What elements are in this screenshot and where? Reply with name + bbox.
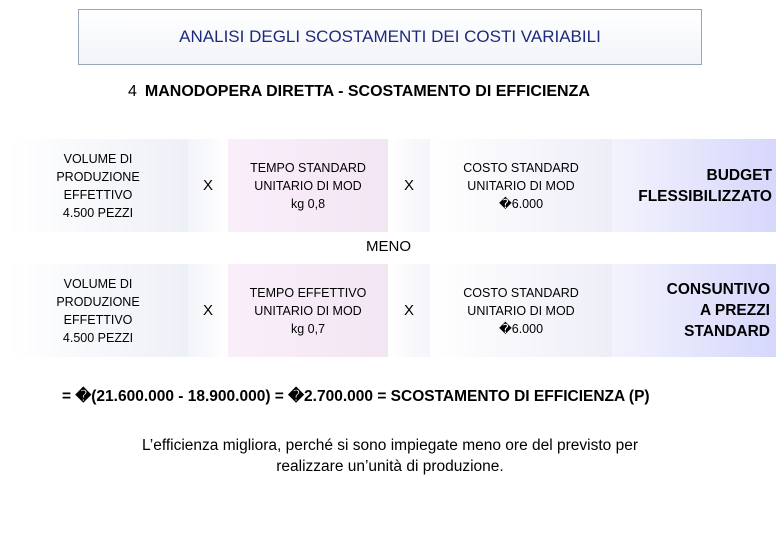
result-line: CONSUNTIVO [666, 281, 770, 298]
costo-line: COSTO STANDARD [463, 160, 579, 175]
volume-line: VOLUME DI [63, 276, 133, 291]
multiply-sign [188, 264, 228, 357]
multiply-sign [388, 264, 430, 357]
costo-line: �6.000 [498, 321, 544, 336]
tempo-line: UNITARIO DI MOD [254, 178, 362, 193]
costo-cell [430, 264, 612, 357]
tempo-line: UNITARIO DI MOD [254, 303, 362, 318]
multiply-text: X [403, 301, 414, 319]
title-box [78, 9, 702, 65]
conclusion-line: L’efficienza migliora, perché si sono impiegate meno ore del previsto per [142, 437, 638, 454]
result-cell [612, 264, 776, 357]
result-line: BUDGET [706, 166, 772, 184]
tempo-cell [228, 264, 388, 357]
budget-row [8, 139, 776, 232]
subtitle-text: MANODOPERA DIRETTA - SCOSTAMENTO DI EFFICIENZA [144, 83, 590, 100]
multiply-sign [188, 139, 228, 232]
conclusion-line: realizzare un’unità di produzione. [276, 458, 504, 475]
tempo-line: kg 0,7 [290, 321, 326, 336]
result-line: STANDARD [684, 323, 770, 340]
meno-label: MENO [366, 238, 411, 255]
costo-line: COSTO STANDARD [463, 285, 579, 300]
costo-line: UNITARIO DI MOD [467, 303, 575, 318]
volume-line: PRODUZIONE [56, 169, 140, 184]
volume-line: PRODUZIONE [56, 294, 140, 309]
volume-line: 4.500 PEZZI [62, 330, 134, 345]
volume-line: EFFETTIVO [63, 187, 133, 202]
page-title: ANALISI DEGLI SCOSTAMENTI DEI COSTI VARIABILI [179, 27, 601, 46]
result-line: A PREZZI [699, 302, 770, 319]
consuntivo-row [8, 264, 776, 357]
conclusion-text [90, 435, 690, 477]
volume-line: EFFETTIVO [63, 312, 133, 327]
volume-cell [8, 139, 188, 232]
volume-cell [8, 264, 188, 357]
multiply-text: X [202, 176, 213, 194]
tempo-line: TEMPO STANDARD [250, 160, 366, 175]
section-subtitle [128, 83, 590, 101]
tempo-line: TEMPO EFFETTIVO [249, 285, 367, 300]
costo-line: UNITARIO DI MOD [467, 178, 575, 193]
bullet-4-icon: 4 [128, 83, 137, 100]
multiply-text: X [202, 301, 213, 319]
volume-line: VOLUME DI [63, 151, 133, 166]
result-cell [612, 139, 776, 232]
tempo-cell [228, 139, 388, 232]
tempo-line: kg 0,8 [290, 196, 326, 211]
volume-line: 4.500 PEZZI [62, 205, 134, 220]
multiply-sign [388, 139, 430, 232]
result-line: FLESSIBILIZZATO [638, 187, 772, 205]
variance-formula: = �(21.600.000 - 18.900.000) = �2.700.000 = SCOSTAMENTO DI EFFICIENZA (P) [62, 388, 650, 405]
multiply-text: X [403, 176, 414, 194]
costo-line: �6.000 [498, 196, 544, 211]
costo-cell [430, 139, 612, 232]
